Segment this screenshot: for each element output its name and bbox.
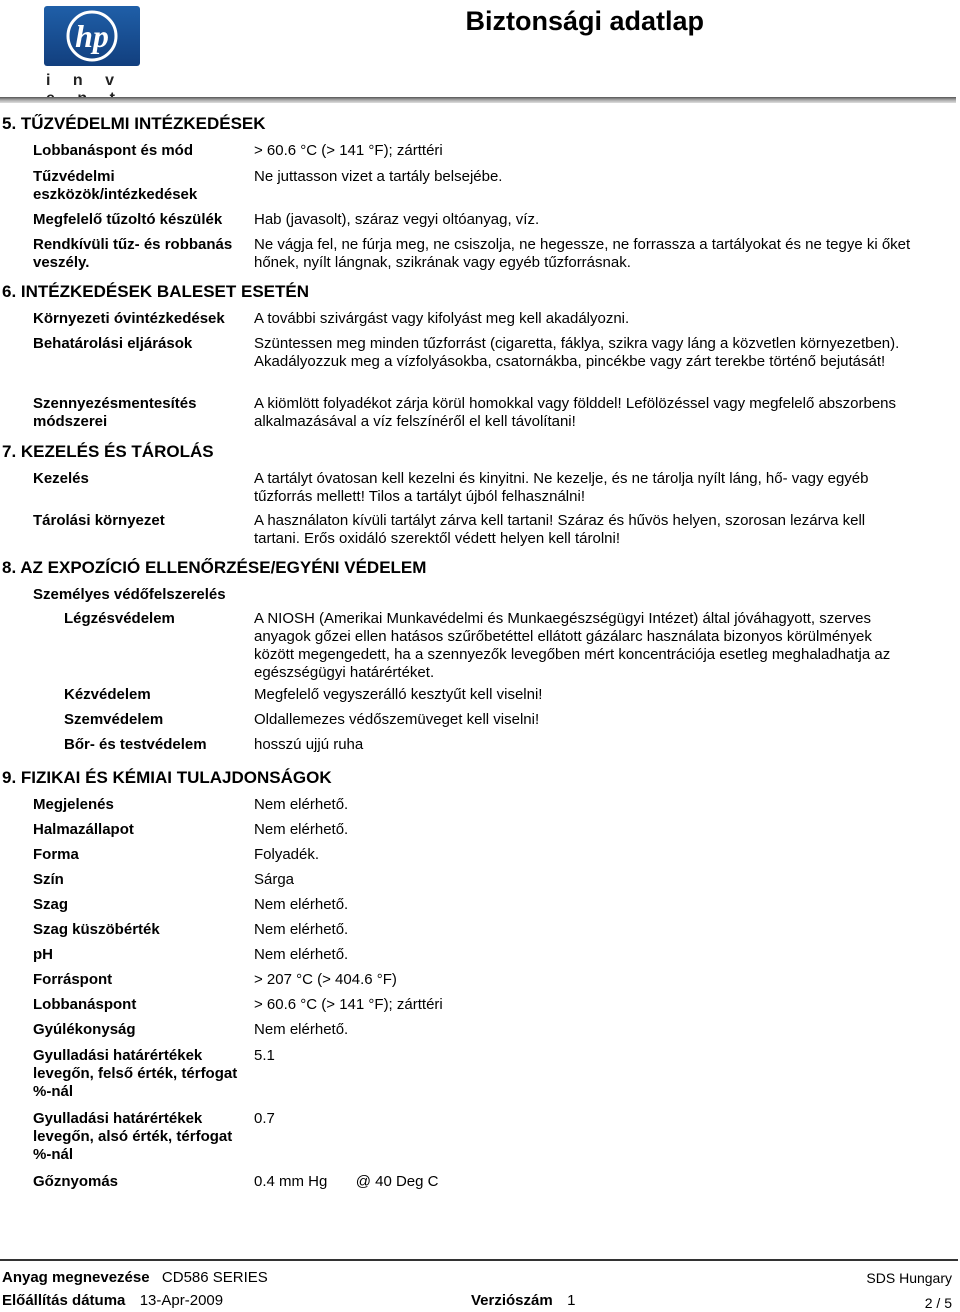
- section-physical-chemical: [0, 766, 960, 1195]
- table-row: [0, 236, 960, 280]
- row-value: Ne vágja fel, ne fúrja meg, ne csiszolja, ne hegessze, ne forrassza a tartályokat és ne tegye ki őket hőnek, nyílt lángnak, szikrának vagy egyéb tűzforrásnak.: [254, 236, 911, 271]
- table-row: [0, 996, 960, 1021]
- row-value: > 60.6 °C (> 141 °F); zárttéri: [254, 996, 443, 1013]
- table-row: [0, 586, 960, 610]
- table-row: [0, 1110, 960, 1173]
- logo-text: hp: [75, 18, 109, 54]
- table-row: [0, 871, 960, 896]
- row-label: Forma: [33, 846, 79, 863]
- vapor-pressure-value: 0.4 mm Hg: [254, 1173, 328, 1190]
- row-value: Sárga: [254, 871, 295, 888]
- row-label: pH: [33, 946, 53, 963]
- table-row: [0, 395, 960, 440]
- section-title: 6. INTÉZKEDÉSEK BALESET ESETÉN: [2, 282, 309, 301]
- table-row: [0, 921, 960, 946]
- version-value: 1: [567, 1292, 576, 1309]
- row-label: Megfelelő tűzoltó készülék: [33, 211, 223, 228]
- row-label: Halmazállapot: [33, 821, 134, 838]
- row-label: Gyulladási határértékek levegőn, felső érték, térfogat %-nál: [33, 1047, 238, 1100]
- row-value: Folyadék.: [254, 846, 320, 863]
- table-row: [0, 711, 960, 736]
- table-row: [0, 736, 960, 766]
- product-value: CD586 SERIES: [161, 1269, 268, 1286]
- row-label: Gőznyomás: [33, 1173, 119, 1190]
- logo-tagline: i n v: [46, 72, 124, 89]
- footer-region: SDS Hungary: [866, 1270, 952, 1286]
- table-row: [0, 335, 960, 395]
- product-label: Anyag megnevezése: [2, 1269, 150, 1286]
- section-accidental-release: [0, 280, 960, 440]
- table-row: [0, 686, 960, 711]
- row-value: Szüntessen meg minden tűzforrást (cigaretta, fáklya, szikra vagy láng a közvetlen környezetben). Akadályozzuk meg a vízfolyásokba, csatornákba, pincékbe vagy zárt terekbe történő bejutását!: [254, 335, 900, 370]
- section-handling-storage: [0, 440, 960, 556]
- hp-logo: [42, 4, 142, 90]
- footer-divider: [0, 1259, 958, 1261]
- row-value: A NIOSH (Amerikai Munkavédelmi és Munkaegészségügyi Intézet) által jóváhagyott, szerves anyagok gőzei ellen hatásos szűrőbetéttel ellátott gázálarc használata bizonyos körülmények között megengedett, ha a szennyezők levegőben mért koncentrációja esetleg meghaladhatja az egészségügyi határértéket.: [254, 610, 891, 681]
- document-title: Biztonsági adatlap: [465, 6, 704, 36]
- row-label: Behatárolási eljárások: [33, 335, 193, 352]
- table-row: [0, 168, 960, 211]
- table-row: [0, 946, 960, 971]
- table-row: [0, 310, 960, 335]
- footer-product: [2, 1269, 268, 1287]
- row-value: 0.7: [254, 1110, 275, 1127]
- row-value: Ne juttasson vizet a tartály belsejébe.: [254, 168, 503, 185]
- row-label: Bőr- és testvédelem: [64, 736, 207, 753]
- section-title: 5. TŰZVÉDELMI INTÉZKEDÉSEK: [2, 114, 266, 133]
- document-body: [0, 110, 960, 1195]
- version-label: Verziószám: [471, 1292, 553, 1309]
- row-value: [254, 1173, 914, 1195]
- row-value: hosszú ujjú ruha: [254, 736, 364, 753]
- ppe-subheading: Személyes védőfelszerelés: [33, 586, 226, 603]
- section-title: 8. AZ EXPOZÍCIÓ ELLENŐRZÉSE/EGYÉNI VÉDELEM: [2, 558, 427, 577]
- row-label: Szennyezésmentesítés módszerei: [33, 395, 197, 430]
- page-number: 2 / 5: [924, 1295, 952, 1311]
- table-row: [0, 142, 960, 168]
- footer-date: [2, 1292, 223, 1310]
- row-value: Megfelelő vegyszerálló kesztyűt kell viselni!: [254, 686, 543, 703]
- row-value: 5.1: [254, 1047, 275, 1064]
- row-value: Nem elérhető.: [254, 821, 349, 838]
- row-value: Hab (javasolt), száraz vegyi oltóanyag, víz.: [254, 211, 540, 228]
- table-row: [0, 971, 960, 996]
- row-label: Rendkívüli tűz- és robbanás veszély.: [33, 236, 233, 271]
- date-value: 13-Apr-2009: [139, 1292, 224, 1309]
- row-value: Nem elérhető.: [254, 896, 349, 913]
- row-label: Tárolási környezet: [33, 512, 165, 529]
- table-row: [0, 1173, 960, 1195]
- row-value: Oldallemezes védőszemüveget kell viselni!: [254, 711, 540, 728]
- row-label: Légzésvédelem: [64, 610, 175, 627]
- row-value: A használaton kívüli tartályt zárva kell tartani! Száraz és hűvös helyen, szorosan lezárva kell tartani. Erős oxidáló szerektől védett helyen kell tárolni!: [254, 512, 866, 547]
- table-row: [0, 512, 960, 556]
- row-label: Környezeti óvintézkedések: [33, 310, 225, 327]
- section-title: 7. KEZELÉS ÉS TÁROLÁS: [2, 442, 214, 461]
- row-value: > 207 °C (> 404.6 °F): [254, 971, 397, 988]
- table-row: [0, 796, 960, 821]
- row-label: Szag küszöbérték: [33, 921, 160, 938]
- row-value: Nem elérhető.: [254, 796, 349, 813]
- section-title: 9. FIZIKAI ÉS KÉMIAI TULAJDONSÁGOK: [2, 768, 332, 787]
- row-value: A tartályt óvatosan kell kezelni és kinyitni. Ne kezelje, és ne tárolja nyílt láng, hő- vagy egyéb tűzforrás mellett! Tilos a tartályt újból felhasználni!: [254, 470, 869, 505]
- row-value: A további szivárgást vagy kifolyást meg kell akadályozni.: [254, 310, 630, 327]
- table-row: [0, 211, 960, 236]
- vapor-pressure-condition: @ 40 Deg C: [355, 1173, 439, 1190]
- row-label: Forráspont: [33, 971, 113, 988]
- row-label: Gyulladási határértékek levegőn, alsó érték, térfogat %-nál: [33, 1110, 233, 1163]
- footer-version: [471, 1292, 575, 1310]
- row-value: Nem elérhető.: [254, 946, 349, 963]
- section-exposure-controls: [0, 556, 960, 766]
- table-row: [0, 896, 960, 921]
- date-label: Előállítás dátuma: [2, 1292, 126, 1309]
- row-value: Nem elérhető.: [254, 921, 349, 938]
- table-row: [0, 821, 960, 846]
- row-label: Szag: [33, 896, 69, 913]
- row-label: Lobbanáspont és mód: [33, 142, 194, 159]
- table-row: [0, 1021, 960, 1047]
- table-row: [0, 470, 960, 512]
- table-row: [0, 846, 960, 871]
- row-value: A kiömlött folyadékot zárja körül homokkal vagy földdel! Lefölözéssel vagy megfelelő abszorbens alkalmazásával a víz felszínéről el kell távolítani!: [254, 395, 897, 430]
- row-label: Szín: [33, 871, 64, 888]
- row-label: Szemvédelem: [64, 711, 164, 728]
- header-divider: [0, 97, 956, 103]
- hp-logo-icon: [44, 6, 140, 66]
- row-label: Lobbanáspont: [33, 996, 137, 1013]
- table-row: [0, 1047, 960, 1110]
- section-fire-fighting: [0, 112, 960, 280]
- row-label: Tűzvédelmi eszközök/intézkedések: [33, 168, 198, 203]
- row-label: Kézvédelem: [64, 686, 151, 703]
- row-value: Nem elérhető.: [254, 1021, 349, 1038]
- row-label: Kezelés: [33, 470, 89, 487]
- table-row: [0, 610, 960, 686]
- row-label: Gyúlékonyság: [33, 1021, 136, 1038]
- row-label: Megjelenés: [33, 796, 114, 813]
- row-value: > 60.6 °C (> 141 °F); zárttéri: [254, 142, 443, 159]
